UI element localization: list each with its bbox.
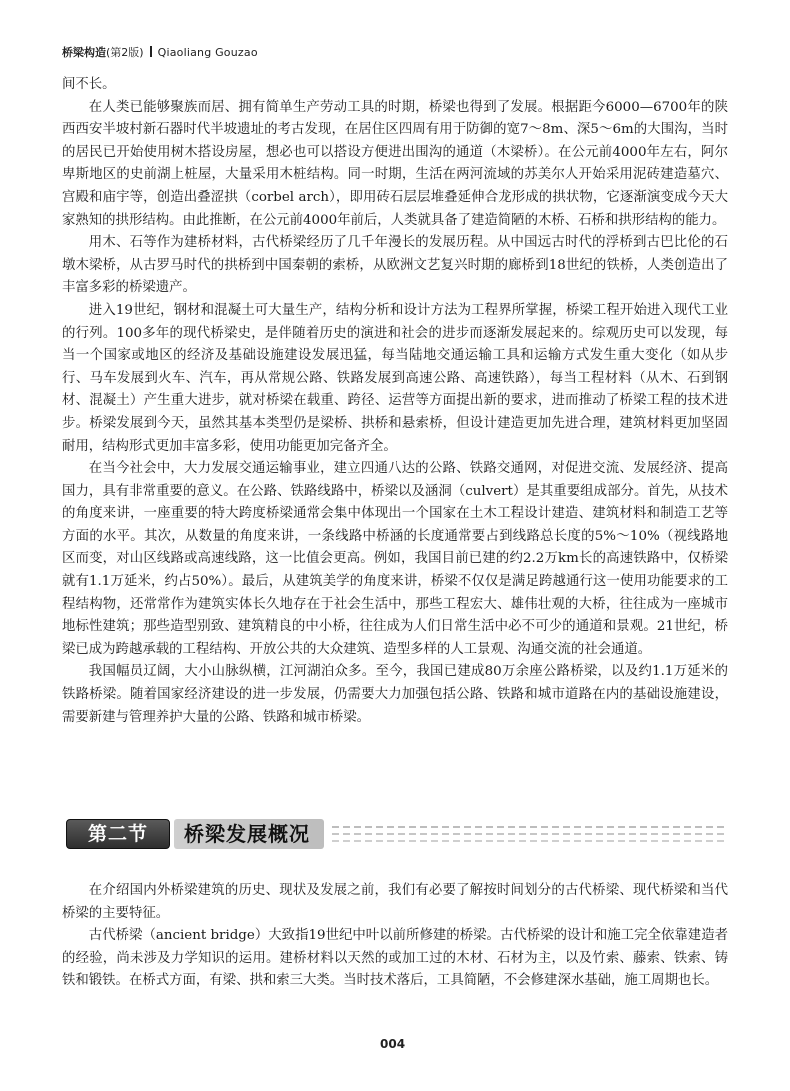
book-title: 桥梁构造 xyxy=(62,46,106,59)
paragraph: 在当今社会中，大力发展交通运输事业，建立四通八达的公路、铁路交通网，对促进交流、发展经济、提高国力，具有非常重要的意义。在公路、铁路线路中，桥梁以及涵洞（culvert）是其重要组成部分。首先，从技术的角度来讲，一座重要的特大跨度桥梁通常会集中体现出一个国家在土木工程设计建造、建筑材料和制造工艺等方面的水平。其次，从数量的角度来讲，一条线路中桥涵的长度通常要占到线路总长度的5%～10%（视线路地区而变，对山区线路或高速线路，这一比值会更高。例如，我国目前已建的约2.2万km长的高速铁路中，仅桥梁就有1.1万延米，约占50%）。最后，从建筑美学的角度来讲，桥梁不仅仅是满足跨越通行这一使用功能要求的工程结构物，还常常作为建筑实体长久地存在于社会生活中，那些工程宏大、雄伟壮观的大桥，往往成为一座城市地标性建筑；那些造型别致、建筑精良的中小桥，往往成为人们日常生活中必不可少的通道和景观。21世纪，桥梁已成为跨越承载的工程结构、开放公共的大众建筑、造型多样的人工景观、沟通交流的社会通道。 xyxy=(62,461,728,657)
section-heading xyxy=(66,817,728,851)
running-header xyxy=(62,44,258,60)
header-separator xyxy=(150,46,152,57)
lower-body-text xyxy=(62,880,728,993)
paragraph: 进入19世纪，钢材和混凝土可大量生产，结构分析和设计方法为工程界所掌握，桥梁工程开始进入现代工业的行列。100多年的现代桥梁史，是伴随着历史的演进和社会的进步而逐渐发展起来的。综观历史可以发现，每当一个国家或地区的经济及基础设施建设发展迅猛，每当陆地交通运输工具和运输方式发生重大变化（如从步行、马车发展到火车、汽车，再从常规公路、铁路发展到高速公路、高速铁路），每当工程材料（从木、石到钢材、混凝土）产生重大进步，就对桥梁在载重、跨径、运营等方面提出新的要求，进而推动了桥梁工程的技术进步。桥梁发展到今天，虽然其基本类型仍是梁桥、拱桥和悬索桥，但设计建造更加先进合理，建筑材料更加坚固耐用，结构形式更加丰富多彩，使用功能更加完备齐全。 xyxy=(62,302,728,454)
upper-body-text xyxy=(62,74,728,729)
paragraph: 间不长。 xyxy=(62,77,116,92)
section-number: 第二节 xyxy=(66,819,170,849)
book-title-pinyin: Qiaoliang Gouzao xyxy=(157,46,258,59)
paragraph: 在人类已能够聚族而居、拥有简单生产劳动工具的时期，桥梁也得到了发展。根据距今6000—6700年的陕西西安半坡村新石器时代半坡遗址的考古发现，在居住区四周有用于防御的宽7～8m、深5～6m的大围沟，当时的居民已开始使用树木搭设房屋，想必也可以搭设方便进出围沟的通道（木梁桥）。在公元前4000年左右，阿尔卑斯地区的史前湖上桩屋，大量采用木桩结构。同一时期，生活在两河流域的苏美尔人开始采用泥砖建造墓穴、宫殿和庙宇等，创造出叠涩拱（corbel arch），即用砖石层层堆叠延伸合龙形成的拱状物，它逐渐演变成今天大家熟知的拱形结构。由此推断，在公元前4000年前后，人类就具备了建造简陋的木桥、石桥和拱形结构的能力。 xyxy=(62,99,728,228)
page-number: 004 xyxy=(380,1037,406,1051)
paragraph: 古代桥梁（ancient bridge）大致指19世纪中叶以前所修建的桥梁。古代桥梁的设计和施工完全依靠建造者的经验，尚未涉及力学知识的运用。建桥材料以天然的或加工过的木材、石材为主，以及竹索、藤索、铁索、铸铁和锻铁。在桥式方面，有梁、拱和索三大类。当时技术落后，工具简陋，不会修建深水基础，施工周期也长。 xyxy=(62,928,728,989)
section-title: 桥梁发展概况 xyxy=(174,819,324,849)
paragraph: 我国幅员辽阔，大小山脉纵横，江河湖泊众多。至今，我国已建成80万余座公路桥梁，以及约1.1万延米的铁路桥梁。随着国家经济建设的进一步发展，仍需要大力加强包括公路、铁路和城市道路在内的基础设施建设，需要新建与管理养护大量的公路、铁路和城市桥梁。 xyxy=(62,664,728,725)
book-edition: (第2版) xyxy=(106,46,144,59)
paragraph: 用木、石等作为建桥材料，古代桥梁经历了几千年漫长的发展历程。从中国远古时代的浮桥到古巴比伦的石墩木梁桥，从古罗马时代的拱桥到中国秦朝的索桥，从欧洲文艺复兴时期的廊桥到18世纪的铁桥，人类创造出了丰富多彩的桥梁遗产。 xyxy=(62,235,728,296)
section-decoration xyxy=(328,821,728,847)
paragraph: 在介绍国内外桥梁建筑的历史、现状及发展之前，我们有必要了解按时间划分的古代桥梁、现代桥梁和当代桥梁的主要特征。 xyxy=(62,883,728,921)
